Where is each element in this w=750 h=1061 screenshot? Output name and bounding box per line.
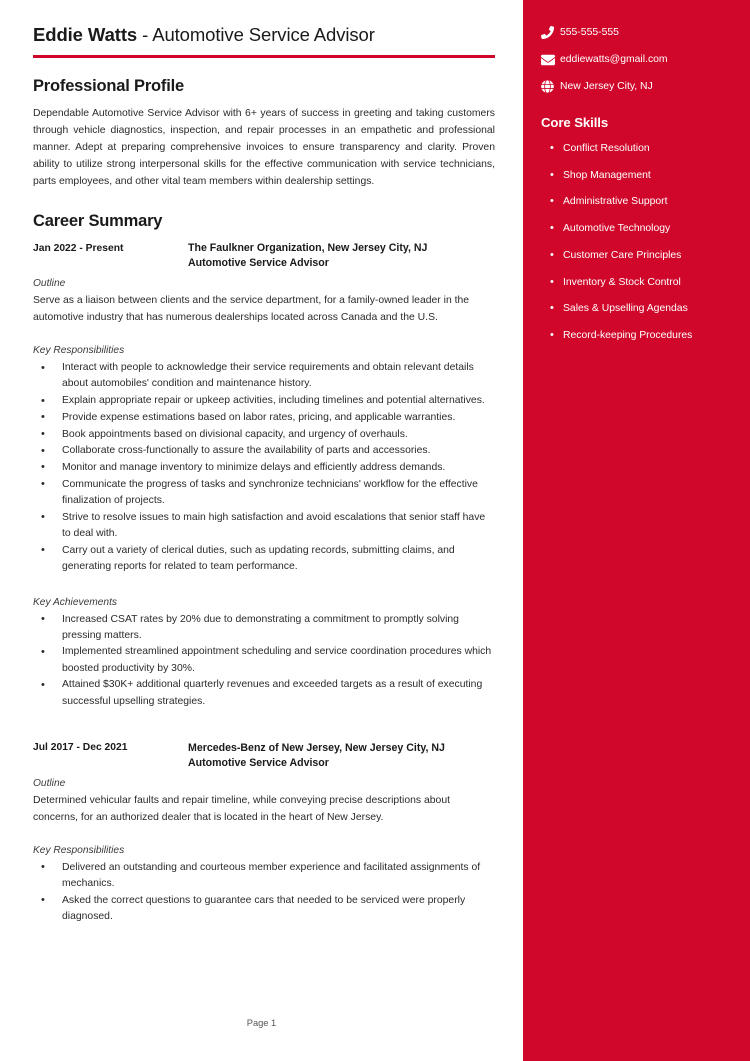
resume-header-name xyxy=(33,24,495,46)
list-item: • Administrative Support xyxy=(541,195,734,209)
list-item: • Attained $30K+ additional quarterly revenues and exceeded targets as a result of executing successful upselling strategies. xyxy=(33,677,495,709)
spacer xyxy=(33,329,495,338)
achievements-list xyxy=(33,612,495,710)
job-header xyxy=(33,241,495,271)
list-item: • Delivered an outstanding and courteous member experience and facilitated assignments of mechanics. xyxy=(33,860,495,892)
list-item: • Inventory & Stock Control xyxy=(541,276,734,290)
candidate-name: Eddie Watts xyxy=(33,24,138,45)
job-title: Automotive Service Advisor xyxy=(188,257,329,270)
list-item: • Implemented streamlined appointment scheduling and service coordination procedures which boosted productivity by 30%. xyxy=(33,644,495,676)
job-company: Mercedes-Benz of New Jersey, New Jersey City, NJ xyxy=(188,741,445,754)
core-skills-list xyxy=(541,142,734,342)
contact-phone-value: 555-555-555 xyxy=(560,27,619,38)
responsibilities-list xyxy=(33,360,495,575)
job-employer-block xyxy=(188,241,495,271)
list-item: • Monitor and manage inventory to minimize delays and efficiently address demands. xyxy=(33,460,495,476)
list-item: • Sales & Upselling Agendas xyxy=(541,302,734,316)
list-item: • Customer Care Principles xyxy=(541,249,734,263)
contact-phone[interactable] xyxy=(541,26,734,40)
responsibilities-list xyxy=(33,860,495,925)
professional-profile-text: Dependable Automotive Service Advisor with 6+ years of success in greeting and taking customers through vehicle diagnostics, inspection, and repair processes in an empathetic and professional manner. Adept at preparing comprehensive invoices to ensure transparency and clarity. Proven ability to utilize strong interpersonal skills for the effective communication with service technicians, parts employees, and other vital team members within dealership settings. xyxy=(33,108,495,187)
job-employer-block xyxy=(188,741,495,771)
list-item: • Interact with people to acknowledge their service requirements and obtain relevant details about automobiles' condition and maintenance history. xyxy=(33,360,495,392)
achievements-label: Key Achievements xyxy=(33,596,117,608)
list-item: • Asked the correct questions to guarantee cars that needed to be serviced were properly diagnosed. xyxy=(33,893,495,925)
list-item: • Collaborate cross-functionally to assure the availability of parts and accessories. xyxy=(33,443,495,459)
job-dates: Jan 2022 - Present xyxy=(33,242,124,254)
professional-profile-heading: Professional Profile xyxy=(33,77,184,96)
job-company: The Faulkner Organization, New Jersey City, NJ xyxy=(188,242,428,255)
phone-icon xyxy=(541,26,560,39)
career-summary-heading: Career Summary xyxy=(33,212,163,231)
contact-email-value: eddiewatts@gmail.com xyxy=(560,53,668,65)
header-accent-rule xyxy=(33,55,495,58)
responsibilities-label: Key Responsibilities xyxy=(33,844,125,856)
list-item: • Book appointments based on divisional capacity, and urgency of overhauls. xyxy=(33,427,495,443)
list-item: • Provide expense estimations based on labor rates, pricing, and applicable warranties. xyxy=(33,410,495,426)
spacer xyxy=(33,829,495,838)
contact-location[interactable] xyxy=(541,80,734,94)
list-item: • Communicate the progress of tasks and synchronize technicians' workflow for the effective finalization of projects. xyxy=(33,477,495,509)
job-entry xyxy=(33,741,495,925)
page-footer: Page 1 xyxy=(246,1018,277,1028)
contact-email[interactable] xyxy=(541,53,734,67)
list-item: • Increased CSAT rates by 20% due to demonstrating a commitment to promptly solving pressing matters. xyxy=(33,612,495,644)
job-dates: Jul 2017 - Dec 2021 xyxy=(33,742,128,754)
list-item: • Carry out a variety of clerical duties, such as updating records, submitting claims, and generating reports for related to team performance. xyxy=(33,543,495,575)
outline-text: Determined vehicular faults and repair timeline, while conveying precise descriptions about concerns, for an authorized dealer that is located in the heart of New Jersey. xyxy=(33,794,450,823)
list-item: • Record-keeping Procedures xyxy=(541,329,734,343)
list-item: • Shop Management xyxy=(541,169,734,183)
globe-icon xyxy=(541,80,560,93)
outline-label: Outline xyxy=(33,278,66,290)
responsibilities-label: Key Responsibilities xyxy=(33,345,125,357)
job-header xyxy=(33,741,495,771)
list-item: • Explain appropriate repair or upkeep activities, including timelines and potential alternatives. xyxy=(33,393,495,409)
candidate-job-role: Automotive Service Advisor xyxy=(152,24,375,45)
envelope-icon xyxy=(541,53,560,67)
list-item: • Strive to resolve issues to main high satisfaction and avoid escalations that senior staff have to deal with. xyxy=(33,510,495,542)
core-skills-heading: Core Skills xyxy=(541,115,609,131)
job-entry xyxy=(33,241,495,709)
list-item: • Automotive Technology xyxy=(541,222,734,236)
name-separator: - xyxy=(137,24,153,45)
spacer xyxy=(33,726,495,741)
outline-text: Serve as a liaison between clients and the service department, for a family-owned leader in the automotive industry that has numerous dealerships located across Canada and the U.S. xyxy=(33,295,470,324)
sidebar xyxy=(523,0,750,1061)
contact-location-value: New Jersey City, NJ xyxy=(560,80,653,92)
spacer xyxy=(33,576,495,590)
job-title: Automotive Service Advisor xyxy=(188,756,329,769)
spacer xyxy=(33,712,495,726)
outline-label: Outline xyxy=(33,777,66,789)
list-item: • Conflict Resolution xyxy=(541,142,734,156)
